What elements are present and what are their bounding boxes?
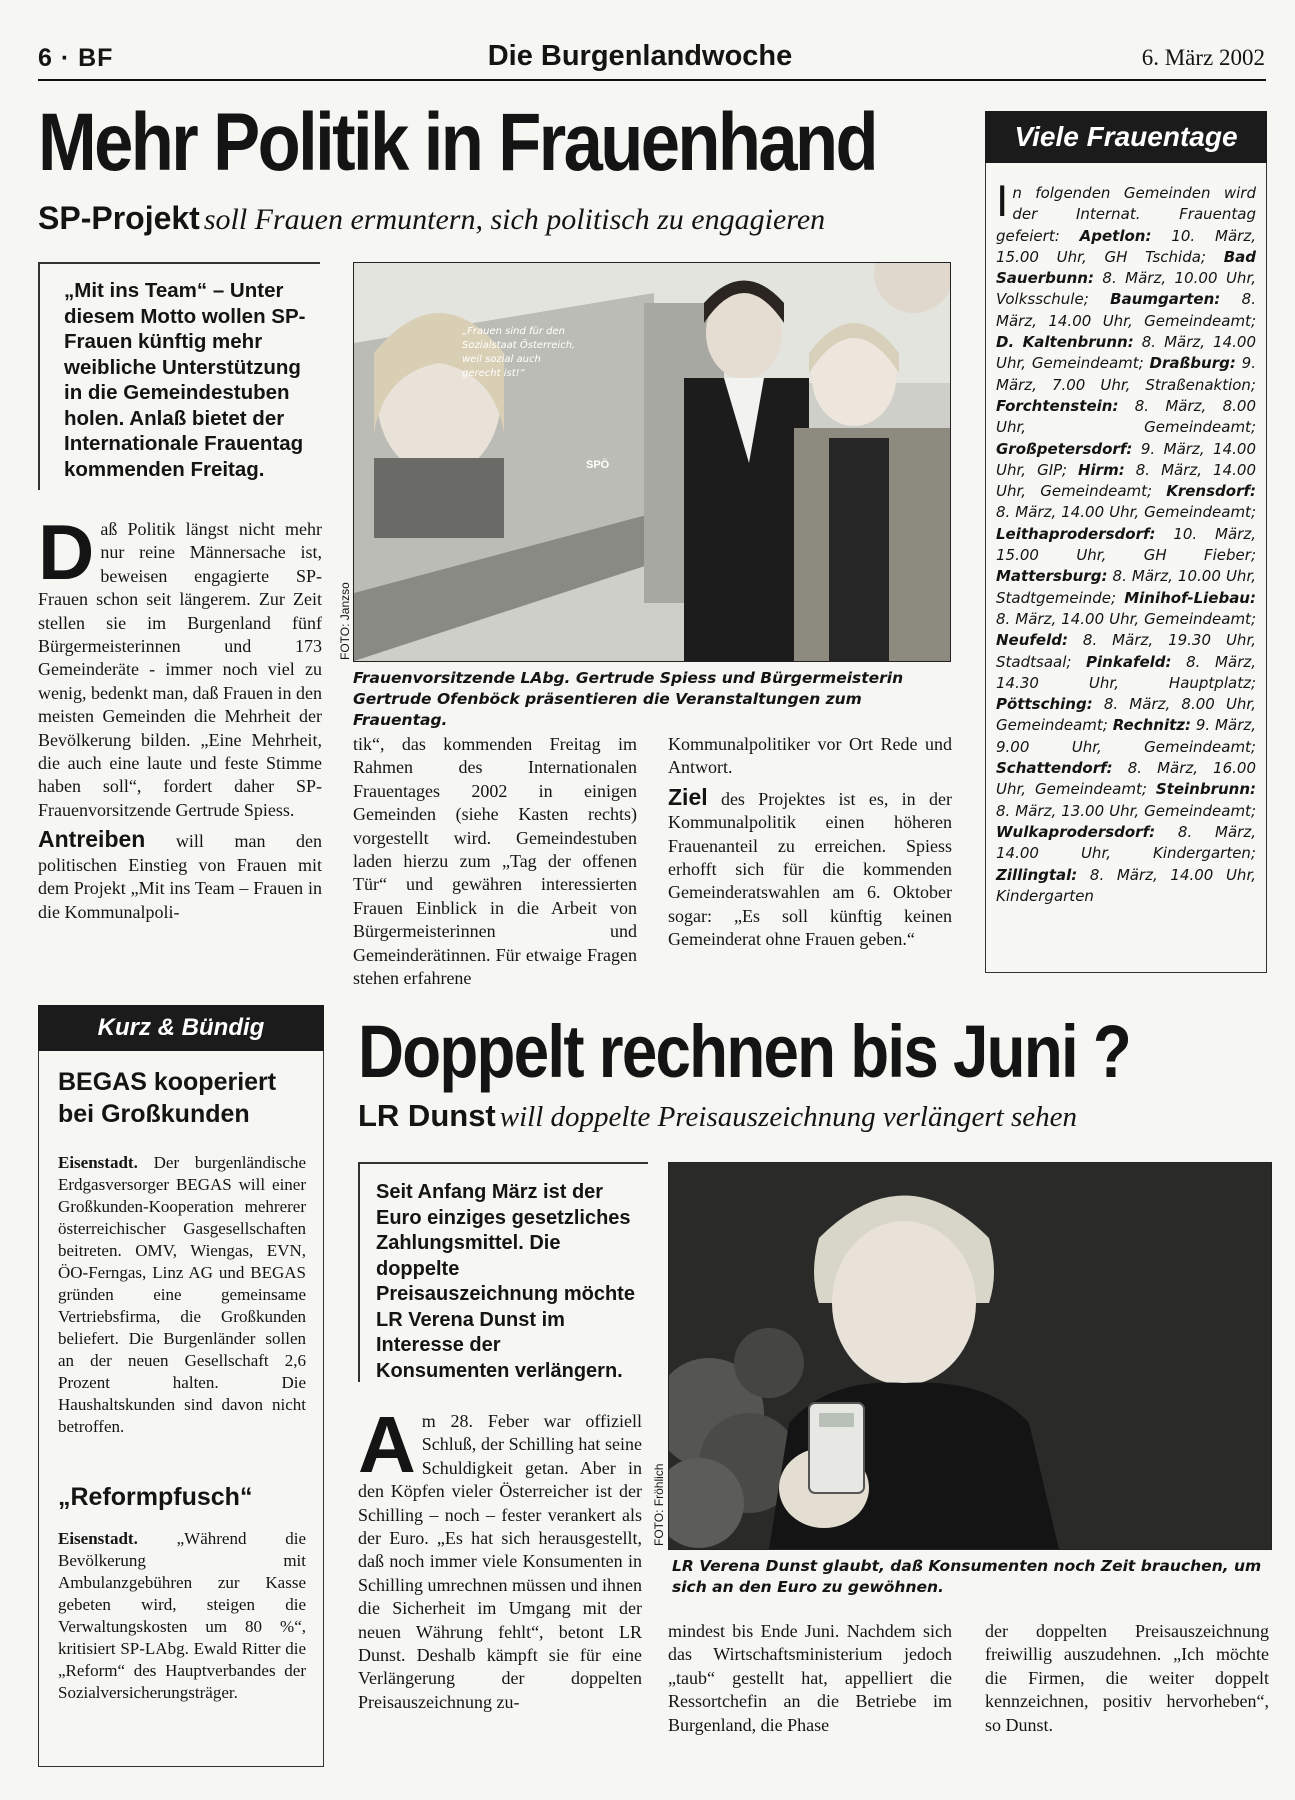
photo-credit-janzso: FOTO: Janzso <box>338 582 352 660</box>
frauentage-place: Krensdorf: <box>1166 482 1256 501</box>
frauentage-place: Mattersburg: <box>996 567 1108 586</box>
frauentage-title: Viele Frauentage <box>985 111 1267 163</box>
kurz-body-begas: Der burgenländische Erdgasversorger BEGAS will einer Großkunden-Kooperation mehrerer österreichischer Gasgesellschaften beitreten. OMV, Wiengas, EVN, ÖO-Ferngas, Linz AG und BEGAS gründen eine gemeinsame Vertriebsfirma, die Großkunden beliefert. Die Burgenländer sollen an der neuen Gesellschaft 2,6 Prozent halten. Die Haushaltskunden sind davon nicht betroffen. <box>58 1153 306 1436</box>
frauentage-place: Zillingtal: <box>996 865 1078 884</box>
poster-slogan: „Frauen sind für den Sozialstaat Österreich, weil sozial auch gerecht ist!“ <box>462 326 576 379</box>
subhead-bold: SP-Projekt <box>38 200 200 236</box>
kurz-title: Kurz & Bündig <box>38 1005 324 1051</box>
photo-caption-frauen: Frauenvorsitzende LAbg. Gertrude Spiess und Bürgermeisterin Gertrude Ofenböck präsentieren die Veranstaltungen zum Frauentag. <box>353 669 904 729</box>
frauentage-place: Pöttsching: <box>996 695 1093 714</box>
frauentage-info: 9. März, 7.00 Uhr, Straßenaktion; <box>996 354 1256 394</box>
header-rule <box>38 79 1266 81</box>
frauentage-place: Schattendorf: <box>996 759 1113 778</box>
subhead2-italic: will doppelte Preisauszeichnung verlängert sehen <box>499 1101 1077 1133</box>
frauentage-info: 8. März, 14.00 Uhr, Gemeindeamt; <box>996 460 1256 501</box>
headline-doppelt: Doppelt rechnen bis Juni ? <box>358 1010 1131 1093</box>
frauentage-info: 8. März, 16.00 Uhr, Gemeindeamt; <box>996 759 1256 799</box>
frauentage-info: 8. März, 8.00 Uhr, Gemeindeamt; <box>996 695 1256 735</box>
subhead2-bold: LR Dunst <box>358 1098 496 1133</box>
article1-col3-p1: Kommunalpolitiker vor Ort Rede und Antwort. <box>668 734 952 778</box>
frauentage-info: 8. März, 8.00 Uhr, Gemeindeamt; <box>996 396 1256 437</box>
frauentage-info: 9. März, 9.00 Uhr, Gemeindeamt; <box>996 716 1257 756</box>
frauentage-place: Hirm: <box>1077 460 1125 479</box>
frauentage-info: 8. März, 14.00 Uhr, Gemeindeamt; <box>996 290 1256 330</box>
kurz-headline-begas: BEGAS kooperiert bei Großkunden <box>58 1068 277 1128</box>
article1-column1 <box>38 508 322 924</box>
photo-frauen-illustration <box>354 263 950 661</box>
frauentage-place: Wulkaprodersdorf: <box>996 822 1156 841</box>
frauentage-info: 9. März, 14.00 Uhr, GIP; <box>996 439 1256 479</box>
frauentage-intro: n folgenden Gemeinden wird der Internat. Frauentag gefeiert: <box>996 184 1256 245</box>
intro-text: „Mit ins Team“ – Unter diesem Motto wollen SP-Frauen künftig mehr weibliche Unterstützung in die Gemeindestuben holen. Anlaß bietet der Internationale Frauentag kommenden Freitag. <box>64 279 306 481</box>
frauentage-place: Pinkafeld: <box>1086 652 1172 671</box>
kurz-place-begas: Eisenstadt. <box>58 1153 138 1172</box>
frauentage-info: 8. März, 10.00 Uhr, Volksschule; <box>996 269 1256 309</box>
poster-logo: SPÖ <box>586 459 610 471</box>
frauentage-info: 8. März, 14.00 Uhr, Gemeindeamt; <box>996 609 1256 628</box>
article1-col1-p1: aß Politik längst nicht mehr nur reine Männersache ist, beweisen engagierte SP-Frauen schon seit längerem. Zur Zeit stellen sie im Burgenland fünf Bürgermeisterinnen und 173 Gemeinderäte - immer noch viel zu wenig, bedenkt man, daß Frauen in den meisten Gemeinden die Mehrheit der Bevölkerung bilden. „Eine Mehrheit, die auch eine laute und feste Stimme haben soll“, fordert daher SP-Frauenvorsitzende Gertrude Spiess. <box>38 519 322 820</box>
newspaper-name: Die Burgenlandwoche <box>487 40 793 72</box>
frauentage-place: Apetlon: <box>1079 226 1152 245</box>
frauentage-place: Bad Sauerbunn: <box>996 247 1256 288</box>
frauentage-place: Minihof-Liebau: <box>1124 588 1256 607</box>
frauentage-info: 8. März, 19.30 Uhr, Stadtsaal; <box>996 631 1256 671</box>
frauentage-info: 8. März, 10.00 Uhr, Stadtgemeinde; <box>996 567 1256 607</box>
frauentage-place: Rechnitz: <box>1112 716 1192 735</box>
frauentage-place: Großpetersdorf: <box>996 439 1133 458</box>
issue-date: 6. März 2002 <box>1141 45 1265 70</box>
frauentage-place: Steinbrunn: <box>1155 780 1256 799</box>
subhead-politik <box>38 200 968 237</box>
frauentage-info: 8. März, 13.00 Uhr, Gemeindeamt; <box>996 801 1256 820</box>
frauentage-info: 8. März, 14.00 Uhr, Gemeindeamt; <box>996 503 1256 522</box>
subhead-doppelt <box>358 1098 1258 1134</box>
article2-column3: der doppelten Preisauszeichnung freiwillig auszudehnen. „Ich möchte die Firmen, die weiter doppelt kennzeichnen, positiv hervorheben“, so Dunst. <box>985 1621 1269 1735</box>
frauentage-info: 10. März, 15.00 Uhr, GH Fieber; <box>996 524 1256 565</box>
photo-frauenvorsitzende <box>353 262 951 662</box>
frauentage-place: Baumgarten: <box>1110 290 1221 309</box>
article2-column1 <box>358 1400 642 1714</box>
article2-col1-text: m 28. Feber war offiziell Schluß, der Schilling hat seine Schuldigkeit getan. Aber in den Köpfen vieler Österreicher ist der Schilling – noch – fester verankert als der Euro. „Es hat sich herausgestellt, daß noch immer viele Konsumenten in Schilling umrechnen müssen und ihnen die Sicherheit im Umgang mit der neuen Währung fehlt“, betont LR Dunst. Deshalb kämpft sie für eine Verlängerung der doppelten Preisauszeichnung zu- <box>358 1411 642 1712</box>
article1-col3-p2: des Projektes ist es, in der Kommunalpolitik einen höheren Frauenanteil zu erreichen. Spiess erhofft sich für die kommenden Gemeinderatswahlen am 6. Oktober sogar: „Es soll künftig keinen Gemeinderat ohne Frauen geben.“ <box>668 788 952 950</box>
frauentage-info: 8. März, 14.00 Uhr, Kindergarten; <box>996 822 1256 863</box>
page-number: 6 · BF <box>38 44 114 72</box>
lead-antreiben: Antreiben <box>38 826 146 853</box>
frauentage-place: D. Kaltenbrunn: <box>996 333 1134 352</box>
subhead-italic: soll Frauen ermuntern, sich politisch zu engagieren <box>203 203 826 236</box>
frauentage-list <box>996 177 1257 907</box>
article1-column3 <box>668 733 952 952</box>
article1-col1-p2: will man den politischen Einstieg von Frauen mit dem Projekt „Mit ins Team – Frauen in die Kommunalpoli- <box>38 831 322 922</box>
frauentage-info: 8. März, 14.00 Uhr, Kindergarten <box>996 865 1256 905</box>
photo-caption-dunst: LR Verena Dunst glaubt, daß Konsumenten noch Zeit brauchen, um sich an den Euro zu gewöhnen. <box>672 1557 1262 1596</box>
frauentage-info: 10. März, 15.00 Uhr, GH Tschida; <box>996 226 1256 266</box>
frauentage-entries <box>996 227 1256 905</box>
kurz-text-reformpfusch <box>58 1528 306 1704</box>
dropcap-d: D <box>38 508 95 596</box>
photo-dunst-illustration <box>669 1163 1271 1549</box>
photo-credit-froehlich: FOTO: Fröhlich <box>652 1463 666 1546</box>
frauentage-dropcap: I <box>996 177 1009 226</box>
frauentage-info: 8. März, 14.00 Uhr, Gemeindeamt; <box>996 333 1257 373</box>
article2-column2: mindest bis Ende Juni. Nachdem sich das Wirtschaftsministerium jedoch „taub“ gestellt hat, appelliert die Ressortchefin an die Betriebe im Burgenland, die Phase <box>668 1621 952 1735</box>
lead-ziel: Ziel <box>668 783 708 810</box>
photo-dunst <box>668 1162 1272 1550</box>
frauentage-info: 8. März, 14.30 Uhr, Hauptplatz; <box>996 652 1256 692</box>
frauentage-place: Draßburg: <box>1149 354 1236 373</box>
intro-text-2: Seit Anfang März ist der Euro einziges gesetzliches Zahlungsmittel. Die doppelte Preisauszeichnung möchte LR Verena Dunst im Interesse der Konsumenten verlängern. <box>376 1181 635 1382</box>
frauentage-place: Forchtenstein: <box>996 396 1119 415</box>
frauentage-place: Leithaprodersdorf: <box>996 524 1156 543</box>
dropcap-a: A <box>358 1400 416 1489</box>
kurz-body-reformpfusch: „Während die Bevölkerung mit Ambulanzgebühren zur Kasse gebeten wird, steigen die Verwaltungskosten um 80 %“, kritisiert SP-LAbg. Ewald Ritter die „Reform“ des Hauptverbandes der Sozialversicherungsträger. <box>58 1529 306 1702</box>
kurz-headline-reformpfusch: „Reformpfusch“ <box>58 1483 253 1511</box>
headline-politik: Mehr Politik in Frauenhand <box>38 97 877 188</box>
kurz-place-reformpfusch: Eisenstadt. <box>58 1529 138 1548</box>
frauentage-place: Neufeld: <box>996 631 1068 650</box>
article1-column2: tik“, das kommenden Freitag im Rahmen des Internationalen Frauentages 2002 in einigen Gemeinden (siehe Kasten rechts) vorgestellt wird. Gemeindestuben laden hierzu zum „Tag der offenen Tür“ und gewähren interessierten Frauen Einblick in die Arbeit von Bürgermeisterinnen und Gemeinderätinnen. Für etwaige Fragen stehen erfahrene <box>353 734 637 989</box>
kurz-text-begas <box>58 1152 306 1438</box>
